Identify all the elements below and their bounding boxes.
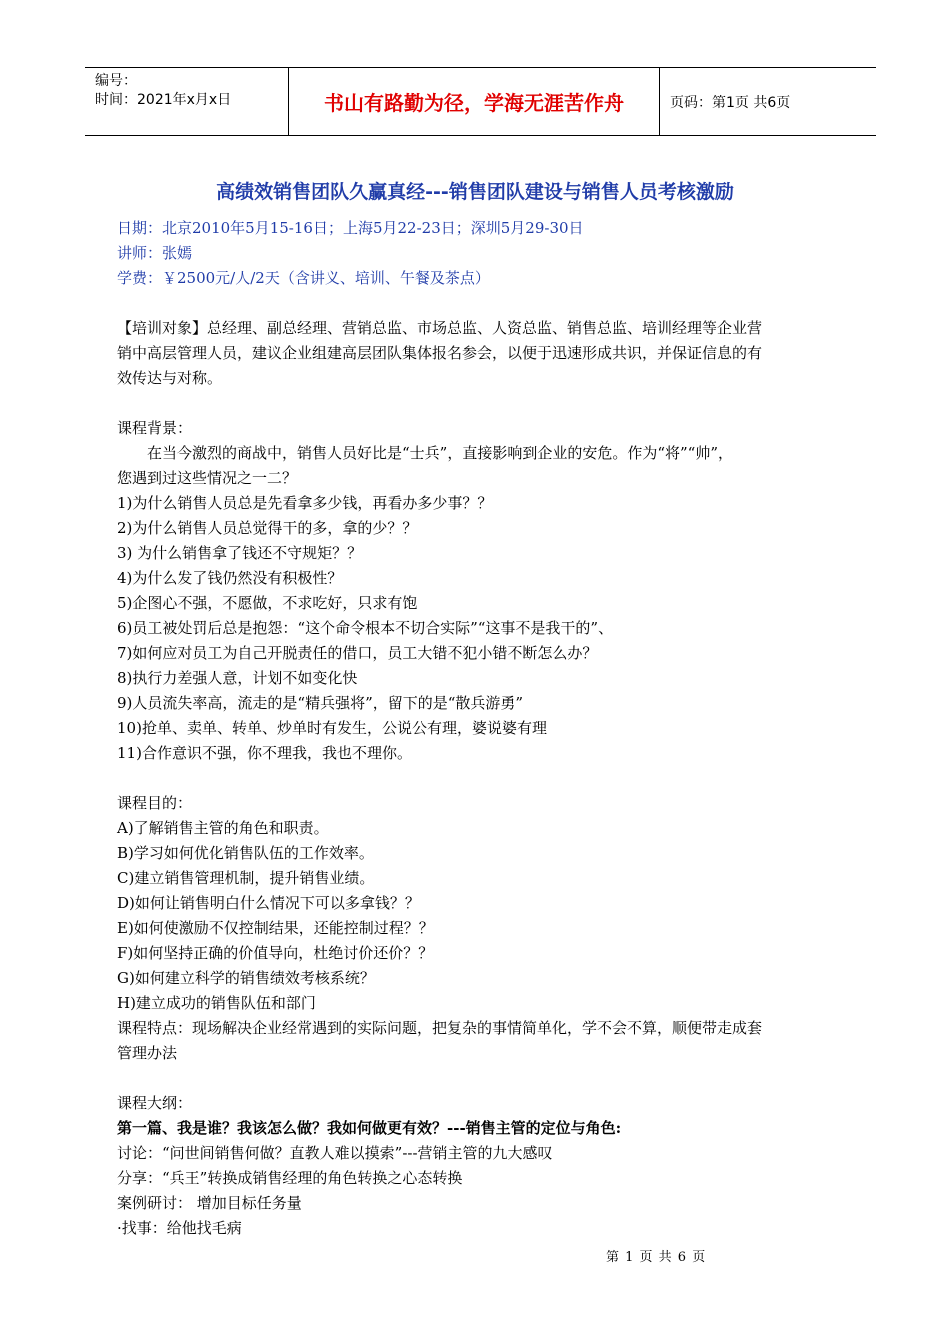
- question-item: 1)为什么销售人员总是先看拿多少钱，再看办多少事？？: [117, 494, 493, 512]
- goal-item: F)如何坚持正确的价值导向，杜绝讨价还价？？: [117, 944, 434, 962]
- number-label: 编号：: [95, 73, 137, 89]
- outline-heading: 课程大纲：: [117, 1094, 193, 1112]
- goal-item: D)如何让销售明白什么情况下可以多拿钱？？: [117, 894, 420, 912]
- audience-line: 【培训对象】总经理、副总经理、营销总监、市场总监、人资总监、销售总监、培训经理等企业营: [117, 319, 763, 337]
- goal-item: C)建立销售管理机制，提升销售业绩。: [117, 869, 375, 887]
- outline-item: 讨论：“问世间销售何做？直教人难以摸索”---营销主管的九大感叹: [117, 1144, 553, 1162]
- meta-lecturer: 讲师：张嫣: [117, 244, 193, 262]
- goals-heading: 课程目的：: [117, 794, 193, 812]
- document-title: 高绩效销售团队久赢真经---销售团队建设与销售人员考核激励: [216, 181, 734, 203]
- goal-item: B)学习如何优化销售队伍的工作效率。: [117, 844, 374, 862]
- meta-fee: 学费：￥2500元/人/2天（含讲义、培训、午餐及茶点）: [117, 269, 490, 287]
- outline-item: 案例研讨： 增加目标任务量: [117, 1194, 302, 1212]
- page-info: 页码：第1页 共6页: [670, 94, 791, 111]
- background-line: 您遇到过这些情况之一二？: [117, 469, 298, 487]
- audience-line: 效传达与对称。: [117, 369, 223, 387]
- goal-item: E)如何使激励不仅控制结果，还能控制过程？？: [117, 919, 434, 937]
- question-item: 4)为什么发了钱仍然没有积极性？: [117, 569, 343, 587]
- question-item: 3) 为什么销售拿了钱还不守规矩？？: [117, 544, 363, 562]
- features-line: 课程特点：现场解决企业经常遇到的实际问题，把复杂的事情简单化，学不会不算，顺便带走成套: [117, 1019, 763, 1037]
- part1-title: 第一篇、我是谁？我该怎么做？我如何做更有效？---销售主管的定位与角色:: [117, 1119, 622, 1137]
- header-table: [85, 67, 876, 136]
- audience-line: 销中高层管理人员，建议企业组建高层团队集体报名参会，以便于迅速形成共识，并保证信息的有: [117, 344, 763, 362]
- question-item: 2)为什么销售人员总觉得干的多，拿的少？？: [117, 519, 418, 537]
- question-item: 5)企图心不强，不愿做，不求吃好，只求有饱: [117, 594, 418, 612]
- header-left-cell: [85, 68, 288, 135]
- background-line: 在当今激烈的商战中，销售人员好比是“士兵”，直接影响到企业的安危。作为“将”“帅”，: [147, 444, 734, 462]
- features-line: 管理办法: [117, 1044, 178, 1062]
- question-item: 10)抢单、卖单、转单、炒单时有发生，公说公有理，婆说婆有理: [117, 719, 547, 737]
- outline-item: 分享：“兵王”转换成销售经理的角色转换之心态转换: [117, 1169, 463, 1187]
- question-item: 9)人员流失率高，流走的是“精兵强将”，留下的是“散兵游勇”: [117, 694, 524, 712]
- time-label: 时间：2021年x月x日: [95, 92, 232, 108]
- document-body: [117, 216, 841, 1241]
- question-item: 7)如何应对员工为自己开脱责任的借口，员工大错不犯小错不断怎么办？: [117, 644, 598, 662]
- question-item: 6)员工被处罚后总是抱怨：“这个命令根本不切合实际”“这事不是我干的”、: [117, 619, 614, 637]
- page-footer: 第 1 页 共 6 页: [606, 1250, 707, 1265]
- background-heading: 课程背景：: [117, 419, 193, 437]
- goal-item: A)了解销售主管的角色和职责。: [117, 819, 329, 837]
- goal-item: G)如何建立科学的销售绩效考核系统？: [117, 969, 375, 987]
- goal-item: H)建立成功的销售队伍和部门: [117, 994, 316, 1012]
- outline-item: ·找事：给他找毛病: [117, 1219, 242, 1237]
- question-item: 11)合作意识不强，你不理我，我也不理你。: [117, 744, 412, 762]
- meta-date: 日期：北京2010年5月15-16日；上海5月22-23日；深圳5月29-30日: [117, 219, 584, 237]
- question-item: 8)执行力差强人意，计划不如变化快: [117, 669, 358, 687]
- motto: 书山有路勤为径，学海无涯苦作舟: [288, 68, 660, 135]
